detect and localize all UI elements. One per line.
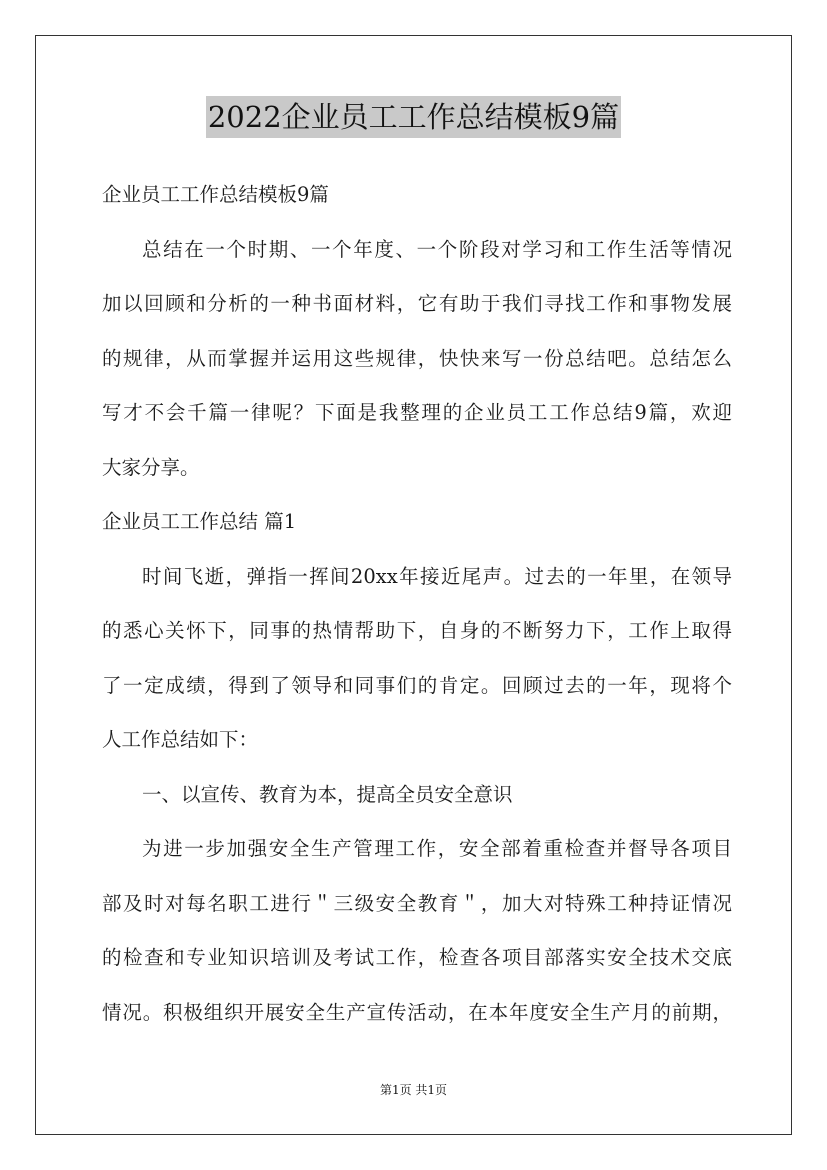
document-title: 2022企业员工工作总结模板9篇 xyxy=(206,96,621,138)
paragraph-line: 了一定成绩，得到了领导和同事们的肯定。回顾过去的一年，现将个 xyxy=(102,673,732,697)
section-heading: 企业员工工作总结 篇1 xyxy=(102,510,297,533)
paragraph-line: 时间飞逝，弹指一挥间20xx年接近尾声。过去的一年里，在领导 xyxy=(142,564,732,588)
paragraph-line: 大家分享。 xyxy=(102,455,200,479)
title-container xyxy=(0,96,827,138)
page-number-footer: 第1页 共1页 xyxy=(379,1083,448,1097)
paragraph-line: 情况。积极组织开展安全生产宣传活动，在本年度安全生产月的前期， xyxy=(102,1000,732,1024)
paragraph-line: 人工作总结如下： xyxy=(102,728,259,751)
paragraph-line: 总结在一个时期、一个年度、一个阶段对学习和工作生活等情况 xyxy=(142,237,732,261)
paragraph-line: 的检查和专业知识培训及考试工作，检查各项目部落实安全技术交底 xyxy=(102,946,732,969)
paragraph-line: 的规律，从而掌握并运用这些规律，快快来写一份总结吧。总结怎么 xyxy=(102,346,732,370)
paragraph-line: 加以回顾和分析的一种书面材料，它有助于我们寻找工作和事物发展 xyxy=(102,292,732,315)
paragraph-line: 部及时对每名职工进行＂三级安全教育＂，加大对特殊工种持证情况 xyxy=(102,891,732,915)
document-body xyxy=(102,172,732,1044)
paragraph-line: 写才不会千篇一律呢？下面是我整理的企业员工工作总结9篇，欢迎 xyxy=(102,401,732,424)
paragraph-line: 为进一步加强安全生产管理工作，安全部着重检查并督导各项目 xyxy=(142,837,732,860)
subsection-heading: 一、以宣传、教育为本，提高全员安全意识 xyxy=(142,782,513,806)
subtitle-line: 企业员工工作总结模板9篇 xyxy=(102,183,329,206)
paragraph-line: 的悉心关怀下，同事的热情帮助下，自身的不断努力下，工作上取得 xyxy=(102,619,732,642)
